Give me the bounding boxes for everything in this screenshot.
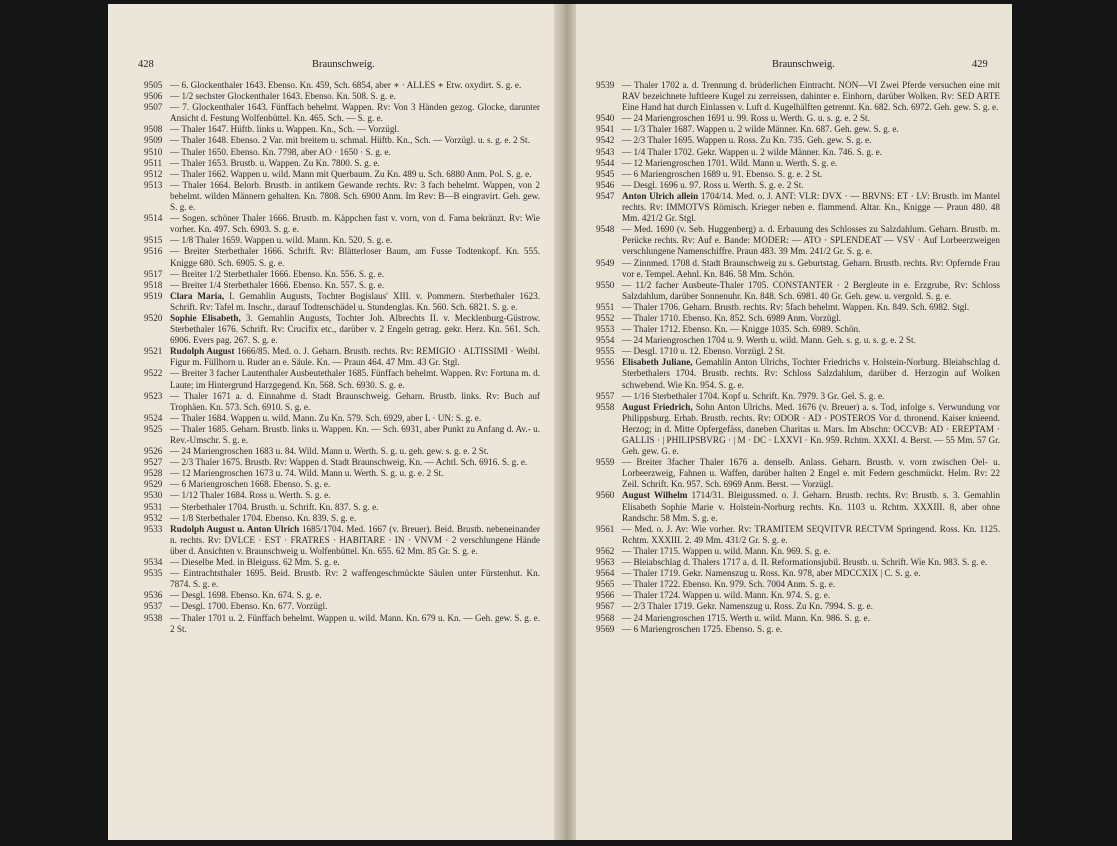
entry-number: 9544 xyxy=(596,157,615,168)
entry-number: 9532 xyxy=(144,512,163,523)
entry-number: 9562 xyxy=(596,545,615,556)
entry-description: — Thaler 1715. Wappen u. wild. Mann. Kn. 969. S. g. e. xyxy=(622,545,831,556)
entry-ruler-name: Rudolph August xyxy=(170,346,235,357)
entry-description: — Med. o. J. Av: Wie vorher. Rv: TRAMITEM SEQVITVR RECTVM Springend. Ross. Kn. 1125. Rchtm. XXXIII. 2. 49 Mm. 431/2 Gr. S. g. e. xyxy=(622,523,1000,545)
entry-description: — 12 Mariengroschen 1701. Wild. Mann u. Werth. S. g. e. xyxy=(622,157,838,168)
entry-description: — Thaler 1664. Belorb. Brustb. in antikem Gewande rechts. Rv: 3 fach behelmt. Wappen, von 2 behelmt. wilden Männern gehalten. Kn. 7808. Sch. 6900 Anm. Im Rev: B—B eingravirt. Geh. gew. S. g. e. xyxy=(170,179,540,213)
entry-number: 9551 xyxy=(596,301,615,312)
catalog-entry xyxy=(144,457,540,468)
entry-description: — Desgl. 1710 u. 12. Ebenso. Vorzügl. 2 St. xyxy=(622,346,785,357)
entry-description: — 1/4 Thaler 1702. Gekr. Wappen u. 2 wilde Männer. Kn. 746. S. g. e. xyxy=(622,146,882,157)
entry-number: 9534 xyxy=(144,557,163,568)
entry-ruler-name: Clara Maria, xyxy=(170,290,225,301)
entry-number: 9560 xyxy=(596,490,615,501)
entry-number: 9556 xyxy=(596,357,615,368)
catalog-entry xyxy=(596,324,1000,335)
entry-description: — Thaler 1671 a. d. Einnahme d. Stadt Braunschweig. Geharn. Brustb. links. Rv: Buch auf Trophäen. Kn. 573. Sch. 6910. S. g. e. xyxy=(170,390,540,412)
entry-number: 9513 xyxy=(144,179,163,190)
catalog-entry xyxy=(144,368,540,390)
entry-description: — Bleiabschlag d. Thalers 1717 a. d. II. Reformationsjubil. Brustb. u. Schrift. Wie Kn. 983. S. g. e. xyxy=(622,557,988,568)
entry-description: — 7. Glockenthaler 1643. Fünffach behelmt. Wappen. Rv: Von 3 Händen gezog. Glocke, darunter Ansicht d. Festung Wolfenbüttel. Kn. 465. Sch. — S. g. e. xyxy=(170,102,540,124)
catalog-entry xyxy=(144,180,540,213)
catalog-entry xyxy=(596,135,1000,146)
entry-ruler-name: Elisabeth Juliane, xyxy=(622,357,693,368)
catalog-entry xyxy=(144,502,540,513)
entry-number: 9517 xyxy=(144,268,163,279)
catalog-entry xyxy=(596,158,1000,169)
entry-number: 9547 xyxy=(596,190,615,201)
catalog-entry xyxy=(144,280,540,291)
catalog-entry xyxy=(596,147,1000,158)
catalog-entry xyxy=(596,280,1000,302)
entry-description: — Thaler 1685. Geharn. Brustb. links u. Wappen. Kn. — Sch. 6931, aber Punkt zu Anfang d. Av.- u. Rev.-Umschr. S. g. e. xyxy=(170,423,540,445)
entry-number: 9526 xyxy=(144,446,163,457)
entry-number: 9538 xyxy=(144,612,163,623)
entry-description: — 1/8 Thaler 1659. Wappen u. wild. Mann. Kn. 520. S. g. e. xyxy=(170,235,393,246)
catalog-entry xyxy=(144,346,540,368)
entry-number: 9536 xyxy=(144,590,163,601)
catalog-entry xyxy=(596,113,1000,124)
entry-number: 9520 xyxy=(144,312,163,323)
entry-description: — 2/3 Thaler 1695. Wappen u. Ross. Zu Kn. 735. Geh. gew. S. g. e. xyxy=(622,135,872,146)
entry-ruler-name: August Wilhelm xyxy=(622,490,688,501)
entry-description: 3. Gemahlin Augusts, Tochter Joh. Albrechts II. v. Mecklenburg-Güstrow. Sterbethaler 1676. Schrift. Rv: Crucifix etc., darüber v. 2 Engeln getrag. gekr. Herz. Kn. 561. Sch. 6906. Evers pag. 267. S. g. e. xyxy=(170,312,540,346)
entry-description: — Desgl. 1698. Ebenso. Kn. 674. S. g. e. xyxy=(170,590,322,601)
book-gutter xyxy=(554,4,576,840)
entry-description: — 2/3 Thaler 1719. Gekr. Namenszug u. Ross. Zu Kn. 7994. S. g. e. xyxy=(622,601,873,612)
catalog-entry xyxy=(144,124,540,135)
entry-number: 9524 xyxy=(144,412,163,423)
entry-number: 9566 xyxy=(596,590,615,601)
catalog-entry xyxy=(144,158,540,169)
catalog-entry xyxy=(596,590,1000,601)
entry-number: 9537 xyxy=(144,601,163,612)
running-head: Braunschweig. xyxy=(312,59,375,70)
left-page xyxy=(108,4,554,840)
catalog-entry xyxy=(144,269,540,280)
catalog-entry xyxy=(596,180,1000,191)
catalog-entry xyxy=(144,513,540,524)
catalog-entry xyxy=(144,490,540,501)
entry-number: 9516 xyxy=(144,246,163,257)
catalog-entry xyxy=(596,191,1000,224)
page-number: 428 xyxy=(138,59,154,70)
entry-number: 9527 xyxy=(144,457,163,468)
catalog-entry xyxy=(596,391,1000,402)
entry-number: 9521 xyxy=(144,346,163,357)
entry-description: — Thaler 1684. Wappen u. wild. Mann. Zu Kn. 579. Sch. 6929, aber L · UN: S. g. e. xyxy=(170,412,482,423)
catalog-entry xyxy=(596,346,1000,357)
entry-description: — 6 Mariengroschen 1725. Ebenso. S. g. e. xyxy=(622,623,783,634)
entry-number: 9539 xyxy=(596,80,615,90)
entry-description: — 24 Mariengroschen 1704 u. 9. Werth u. wild. Mann. Geh. s. g. u. s. g. e. 2 St. xyxy=(622,335,916,346)
catalog-entry xyxy=(144,468,540,479)
catalog-entry xyxy=(144,235,540,246)
catalog-entry xyxy=(144,135,540,146)
catalog-entry xyxy=(144,169,540,180)
entry-description: — Thaler 1653. Brustb. u. Wappen. Zu Kn. 7800. S. g. e. xyxy=(170,157,380,168)
entry-description: — Breiter Sterbethaler 1666. Schrift. Rv: Blätterloser Baum, am Fusse Todtenkopf. Kn. 555. Knigge 680. Sch. 6905. S. g. e. xyxy=(170,246,540,268)
entry-number: 9568 xyxy=(596,612,615,623)
entry-ruler-name: August Friedrich, xyxy=(622,401,693,412)
entry-number: 9523 xyxy=(144,390,163,401)
entry-number: 9567 xyxy=(596,601,615,612)
entry-description: — 1/2 sechster Glockenthaler 1643. Ebenso. Kn. 508. S. g. e. xyxy=(170,91,396,102)
entry-number: 9518 xyxy=(144,279,163,290)
entry-description: 1714/31. Bleigussmed. o. J. Geharn. Brustb. rechts. Rv: Brustb. s. 3. Gemahlin Elisabeth Sophie Marie v. Holstein-Norburg rechts. Kn. 1103 u. Rchtm. XXXIII. 8, aber ohne Randschr. 58 Mm. S. g. e. xyxy=(622,490,1001,523)
catalog-entry xyxy=(596,579,1000,590)
entry-description: — Thaler 1712. Ebenso. Kn. — Knigge 1035. Sch. 6989. Schön. xyxy=(622,324,861,335)
catalog-entry xyxy=(596,601,1000,612)
entry-description: — 6 Mariengroschen 1689 u. 91. Ebenso. S. g. e. 2 St. xyxy=(622,168,823,179)
entry-description: — Thaler 1701 u. 2. Fünffach behelmt. Wappen u. wild. Mann. Kn. 679 u. Kn. — Geh. gew. S. g. e. 2 St. xyxy=(170,612,540,634)
entry-description: Gemahlin Anton Ulrichs, Tochter Friedrichs v. Holstein-Norburg. Bleiabschlag d. Sterbethalers 1704. Brustb. rechts. Rv: Schloss Salzdahlum, darüber d. Herzogin auf Wolken schwebend. Wie Kn. 954. S. g. e. xyxy=(622,357,1000,390)
entry-description: — Zinnmed. 1708 d. Stadt Braunschweig zu s. Geburtstag. Geharn. Brustb. rechts. Rv: Opfernde Frau vor e. Tempel. Aehnl. Kn. 846. 58 Mm. Schön. xyxy=(622,257,1000,279)
entry-description: — Thaler 1722. Ebenso. Kn. 979. Sch. 7004 Anm. S. g. e. xyxy=(622,579,836,590)
entry-number: 9522 xyxy=(144,368,163,379)
entry-number: 9530 xyxy=(144,490,163,501)
entry-description: — Thaler 1702 a. d. Trennung d. brüderlichen Eintracht. NON—VI Zwei Pferde versuchen eine mit RAV bezeichnete luftleere Kugel zu zerreissen, dahinter e. Einhorn, darüber Wolken. Rv: SED ARTE Eine Hand hat durch Einlassen v. Luft d. Kugelhälften getrennt. Kn. 682. Sch. 6972. Geh. gew. S. g. e. xyxy=(622,80,1000,113)
catalog-entry xyxy=(596,568,1000,579)
entry-description: — 1/12 Thaler 1684. Ross u. Werth. S. g. e. xyxy=(170,490,331,501)
catalog-entry xyxy=(596,258,1000,280)
catalog-entry xyxy=(144,80,540,91)
right-page xyxy=(576,4,1012,840)
catalog-entry xyxy=(144,601,540,612)
entry-description: — Sterbethaler 1704. Brustb. u. Schrift. Kn. 837. S. g. e. xyxy=(170,501,379,512)
entry-number: 9511 xyxy=(144,157,163,168)
entry-description: — Dieselbe Med. in Bleiguss. 62 Mm. S. g. e. xyxy=(170,557,340,568)
entry-number: 9510 xyxy=(144,146,163,157)
entry-number: 9554 xyxy=(596,335,615,346)
entry-description: — Thaler 1648. Ebenso. 2 Var. mit breitem u. schmal. Hüftb. Kn., Sch. — Vorzügl. u. s. g. e. 2 St. xyxy=(170,135,530,146)
catalog-entry xyxy=(596,80,1000,113)
entry-description: — Breiter 3facher Thaler 1676 a. denselb. Anlass. Geharn. Brustb. v. vorn zwischen Oel- u. Lorbeerzweig, Fahnen u. Waffen, darüber halten 2 Engel e. mit Federn geschmückt. Helm. Rv: 22 Zeil. Schrift. Kn. 957. Sch. 6969 Anm. Berst. — Vorzügl. xyxy=(622,457,1000,490)
entry-description: — 24 Mariengroschen 1691 u. 99. Ross u. Werth. G. u. s. g. e. 2 St. xyxy=(622,113,870,124)
entry-number: 9564 xyxy=(596,568,615,579)
entry-number: 9528 xyxy=(144,468,163,479)
catalog-entry xyxy=(596,557,1000,568)
entry-number: 9543 xyxy=(596,146,615,157)
catalog-entry xyxy=(596,613,1000,624)
entry-description: — 6 Mariengroschen 1668. Ebenso. S. g. e. xyxy=(170,479,331,490)
entry-description: — Med. 1690 (v. Seb. Huggenberg) a. d. Erbauung des Schlosses zu Salzdahlum. Geharn. Brustb. m. Perücke rechts. Rv: Auf e. Bande: MODER: — ATO · SPLENDEAT — VSV · Auf Lorbeerzweigen verschlungene Namenschiffre. Praun 483. 39 Mm. 241/2 Gr. S. g. e. xyxy=(622,224,1000,257)
entry-number: 9541 xyxy=(596,124,615,135)
catalog-entry xyxy=(144,213,540,235)
entry-number: 9557 xyxy=(596,390,615,401)
entry-description: — Thaler 1719. Gekr. Namenszug u. Ross. Kn. 978, aber MDCCXIX | C. S. g. e. xyxy=(622,568,921,579)
entry-number: 9552 xyxy=(596,312,615,323)
entry-number: 9531 xyxy=(144,501,163,512)
catalog-entry xyxy=(596,402,1000,457)
entry-number: 9569 xyxy=(596,623,615,634)
entry-number: 9505 xyxy=(144,80,163,90)
catalog-entry xyxy=(596,224,1000,257)
catalog-entry xyxy=(144,147,540,158)
entry-description: — Breiter 1/2 Sterbethaler 1666. Ebenso. Kn. 556. S. g. e. xyxy=(170,268,385,279)
entry-description: — 6. Glockenthaler 1643. Ebenso. Kn. 459, Sch. 6854, aber ∗ · ALLES ∗ Etw. oxydirt. S. g. e. xyxy=(170,80,522,90)
entry-description: — Sogen. schöner Thaler 1666. Brustb. m. Käppchen fast v. vorn, von d. Fama bekränzt. Rv: Wie vorher. Kn. 497. Sch. 6903. S. g. e. xyxy=(170,213,540,235)
entry-number: 9550 xyxy=(596,279,615,290)
catalog-entries xyxy=(144,80,540,635)
entry-description: 1704/14. Med. o. J. ANT: VLR: DVX · — BRVNS: ET · LV: Brustb. im Mantel rechts. Rv: IMMOTVS Römisch. Krieger neben e. flammend. Altar. Kn., Knigge — Praun 480. 48 Mm. 421/2 Gr. Stgl. xyxy=(622,190,1001,224)
entry-number: 9529 xyxy=(144,479,163,490)
entry-description: — Thaler 1650. Ebenso. Kn. 7798, aber AO · 1650 · S. g. e. xyxy=(170,146,391,157)
entry-number: 9508 xyxy=(144,124,163,135)
entry-description: — 11/2 facher Ausbeute-Thaler 1705. CONSTANTER · 2 Bergleute in e. Erzgrube, Rv: Schloss Salzdahlum, darüber Sonnenuhr. Kn. 848. Sch. 6981. 40 Gr. Geh. gew. u. vergold. S. g. e. xyxy=(622,279,1000,301)
catalog-entry xyxy=(144,590,540,601)
catalog-entry xyxy=(144,524,540,557)
entry-number: 9514 xyxy=(144,213,163,224)
catalog-entry xyxy=(596,490,1000,523)
entry-number: 9542 xyxy=(596,135,615,146)
entry-number: 9548 xyxy=(596,224,615,235)
catalog-entry xyxy=(596,313,1000,324)
entry-number: 9535 xyxy=(144,568,163,579)
catalog-entries xyxy=(596,80,1000,635)
entry-description: — Breiter 1/4 Sterbethaler 1666. Ebenso. Kn. 557. S. g. e. xyxy=(170,279,385,290)
catalog-entry xyxy=(144,568,540,590)
catalog-entry xyxy=(596,124,1000,135)
catalog-entry xyxy=(596,624,1000,635)
catalog-entry xyxy=(596,169,1000,180)
running-head: Braunschweig. xyxy=(772,59,835,70)
entry-description: — 1/16 Sterbethaler 1704. Kopf u. Schrift. Kn. 7979. 3 Gr. Gel. S. g. e. xyxy=(622,390,885,401)
entry-ruler-name: Anton Ulrich allein xyxy=(622,190,699,201)
catalog-entry xyxy=(144,102,540,124)
page-number: 429 xyxy=(972,59,988,70)
entry-number: 9506 xyxy=(144,91,163,102)
entry-description: 1685/1704. Med. 1667 (v. Breuer). Beid. Brustb. nebeneinander n. rechts. Rv: DVLCE · EST · FRATRES · HABITARE · IN · VNVM · 2 verschlungene Hände über d. Ansichten v. Braunschweig u. Wolfenbüttel. Kn. 655. 62 Mm. 85 Gr. S. g. e. xyxy=(170,523,540,556)
entry-description: — Thaler 1710. Ebenso. Kn. 852. Sch. 6989 Anm. Vorzügl. xyxy=(622,312,841,323)
catalog-entry xyxy=(144,446,540,457)
entry-number: 9545 xyxy=(596,168,615,179)
entry-description: — Eintrachtsthaler 1695. Beid. Brustb. Rv: 2 waffengeschmückte Säulen unter Fürstenhut. Kn. 7874. S. g. e. xyxy=(170,568,540,590)
entry-description: — 1/3 Thaler 1687. Wappen u. 2 wilde Männer. Kn. 687. Geh. gew. S. g. e. xyxy=(622,124,899,135)
catalog-entry xyxy=(144,413,540,424)
entry-number: 9525 xyxy=(144,423,163,434)
entry-number: 9512 xyxy=(144,168,163,179)
entry-number: 9509 xyxy=(144,135,163,146)
entry-number: 9553 xyxy=(596,324,615,335)
entry-ruler-name: Sophie Elisabeth, xyxy=(170,312,241,323)
entry-description: — 24 Mariengroschen 1683 u. 84. Wild. Mann u. Werth. S. g. u. geh. gew. s. g. e. 2 St. xyxy=(170,446,489,457)
entry-description: — Breiter 3 facher Lautenthaler Ausbeutethaler 1685. Fünffach behelmt. Wappen. Rv: Fortuna m. d. Laute; im Hintergrund Harzgegend. Kn. 568. Sch. 6930. S. g. e. xyxy=(170,368,540,390)
entry-number: 9559 xyxy=(596,457,615,468)
entry-number: 9540 xyxy=(596,113,615,124)
entry-number: 9546 xyxy=(596,179,615,190)
entry-number: 9549 xyxy=(596,257,615,268)
catalog-entry xyxy=(596,457,1000,490)
entry-number: 9507 xyxy=(144,102,163,113)
entry-description: — 1/8 Sterbethaler 1704. Ebenso. Kn. 839. S. g. e. xyxy=(170,512,357,523)
entry-number: 9565 xyxy=(596,579,615,590)
catalog-entry xyxy=(144,613,540,635)
entry-number: 9515 xyxy=(144,235,163,246)
entry-description: — Thaler 1647. Hüftb. links u. Wappen. Kn., Sch. — Vorzügl. xyxy=(170,124,400,135)
entry-description: I. Gemahlin Augusts, Tochter Bogislaus' XIII. v. Pommern. Sterbethaler 1623. Schrift. Rv: Tafel m. Inschr., darauf Todtenschädel u. Stundenglas. Kn. 560. Sch. 6821. S. g. e. xyxy=(170,290,541,312)
catalog-entry xyxy=(144,91,540,102)
catalog-entry xyxy=(144,291,540,313)
catalog-entry xyxy=(596,302,1000,313)
entry-number: 9561 xyxy=(596,523,615,534)
catalog-entry xyxy=(596,546,1000,557)
entry-description: — Thaler 1724. Wappen u. wild. Mann. Kn. 974. S. g. e. xyxy=(622,590,831,601)
entry-number: 9558 xyxy=(596,401,615,412)
entry-number: 9555 xyxy=(596,346,615,357)
entry-description: Sohn Anton Ulrichs. Med. 1676 (v. Breuer) a. s. Tod, infolge s. Verwundung vor Philippsburg. Erhab. Brustb. rechts. Rv: ODOR · AD · POSTEROS Vor d. thronend. Kaiser knieend. Herzog; in d. Mitte Opfergefäss, daneben Charitas u. Mars. Im Abschn: OCCVB: AD · EREPTAM · GALLIS · | PHILIPSBVRG · | M · DC · LXXVI · Kn. 959. Rchtm. XXXI. 4. Berst. — 55 Mm. 57 Gr. Geh. gew. G. e. xyxy=(622,401,1000,457)
catalog-entry xyxy=(144,557,540,568)
entry-ruler-name: Rudolph August u. Anton Ulrich xyxy=(170,523,300,534)
entry-description: — Desgl. 1696 u. 97. Ross u. Werth. S. g. e. 2 St. xyxy=(622,179,804,190)
catalog-entry xyxy=(144,479,540,490)
entry-description: — 12 Mariengroschen 1673 u. 74. Wild. Mann u. Werth. S. g. u. g. e. 2 St. xyxy=(170,468,444,479)
entry-number: 9519 xyxy=(144,290,163,301)
catalog-entry xyxy=(596,357,1000,390)
entry-description: — Desgl. 1700. Ebenso. Kn. 677. Vorzügl. xyxy=(170,601,328,612)
catalog-entry xyxy=(596,524,1000,546)
entry-number: 9533 xyxy=(144,523,163,534)
catalog-entry xyxy=(144,391,540,413)
entry-description: — 24 Mariengroschen 1715. Werth u. wild. Mann. Kn. 986. S. g. e. xyxy=(622,612,870,623)
entry-description: 1666/85. Med. o. J. Geharn. Brustb. rechts. Rv: REMIGIO · ALTISSIMI · Weibl. Figur m. Füllhorn u. Ruder an e. Säule. Kn. — Praun 464. 47 Mm. 43 Gr. Stgl. xyxy=(170,346,541,368)
entry-description: — 2/3 Thaler 1675. Brustb. Rv: Wappen d. Stadt Braunschweig. Kn. — Achtl. Sch. 6916. S. g. e. xyxy=(170,457,528,468)
catalog-entry xyxy=(596,335,1000,346)
catalog-entry xyxy=(144,424,540,446)
entry-number: 9563 xyxy=(596,557,615,568)
entry-description: — Thaler 1706. Geharn. Brustb. rechts. Rv: 5fach behelmt. Wappen. Kn. 849. Sch. 6982. Stgl. xyxy=(622,301,970,312)
entry-description: — Thaler 1662. Wappen u. wild. Mann mit Querbaum. Zu Kn. 489 u. Sch. 6880 Anm. Pol. S. g. e. xyxy=(170,168,532,179)
catalog-entry xyxy=(144,246,540,268)
catalog-entry xyxy=(144,313,540,346)
